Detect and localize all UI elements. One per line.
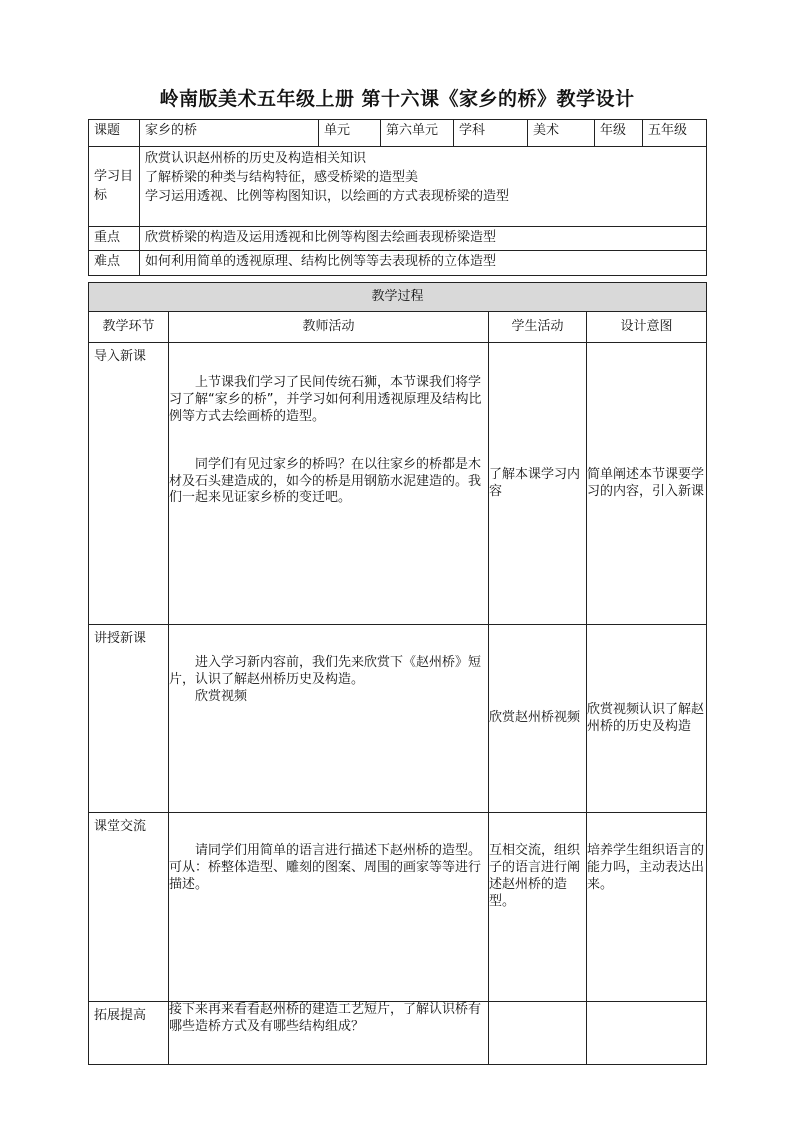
intent-cell: 简单阐述本节课要学习的内容，引入新课: [587, 343, 707, 625]
subject-value: 美术: [528, 120, 595, 147]
lesson-info-table: [88, 119, 707, 276]
stage-cell: 拓展提高: [89, 1002, 169, 1065]
student-cell: 了解本课学习内容: [489, 343, 587, 625]
goal-item: 了解桥梁的种类与结构特征，感受桥梁的造型美: [145, 169, 419, 185]
intent-cell: [587, 1002, 707, 1065]
teacher-paragraph: 欣赏视频: [195, 688, 248, 704]
document-title: 岭南版美术五年级上册 第十六课《家乡的桥》教学设计: [159, 88, 635, 110]
teacher-paragraph: 同学们有见过家乡的桥吗？在以往家乡的桥都是木材及石头建造成的，如今的桥是用钢筋水泥建造的。我们一起来见证家乡桥的变迁吧。: [169, 456, 482, 506]
topic-value: 家乡的桥: [140, 120, 319, 147]
intent-cell: 培养学生组织语言的能力吗，主动表达出来。: [587, 813, 707, 1002]
difficulty-value: 如何利用简单的透视原理、结构比例等等去表现桥的立体造型: [140, 251, 707, 276]
teacher-cell: [169, 625, 489, 813]
header-teacher: 教师活动: [169, 312, 489, 343]
teacher-paragraph: 进入学习新内容前，我们先来欣赏下《赵州桥》短片，认识了解赵州桥历史及构造。: [169, 655, 482, 687]
key-value: 欣赏桥梁的构造及运用透视和比例等构图去绘画表现桥梁造型: [140, 227, 707, 251]
grade-label: 年级: [595, 120, 643, 147]
table-row: [89, 625, 707, 813]
process-banner: 教学过程: [89, 283, 707, 312]
goal-item: 欣赏认识赵州桥的历史及构造相关知识: [145, 151, 367, 166]
goals-list: [140, 147, 707, 227]
intent-cell: 欣赏视频认识了解赵州桥的历史及构造: [587, 625, 707, 813]
teacher-paragraph: 上节课我们学习了民间传统石狮，本节课我们将学习了解“家乡的桥”，并学习如何利用透视原理及结构比例等方式去绘画桥的造型。: [169, 375, 482, 424]
grade-value: 五年级: [643, 120, 707, 147]
header-student: 学生活动: [489, 312, 587, 343]
goal-item: 学习运用透视、比例等构图知识，以绘画的方式表现桥梁的造型: [145, 188, 510, 204]
student-cell: 互相交流，组织子的语言进行阐述赵州桥的造型。: [489, 813, 587, 1002]
stage-cell: 讲授新课: [89, 625, 169, 813]
header-stage: 教学环节: [89, 312, 169, 343]
key-label: 重点: [89, 227, 140, 251]
teacher-paragraph: 接下来再来看看赵州桥的建造工艺短片，了解认识桥有哪些造桥方式及有哪些结构组成？: [169, 1002, 482, 1034]
table-row: [89, 1002, 707, 1065]
student-cell: [489, 1002, 587, 1065]
unit-label: 单元: [319, 120, 381, 147]
topic-label: 课题: [89, 120, 140, 147]
teaching-process-table: [88, 282, 707, 1065]
difficulty-label: 难点: [89, 251, 140, 276]
teacher-cell: [169, 1002, 489, 1065]
teacher-cell: [169, 343, 489, 625]
stage-cell: 导入新课: [89, 343, 169, 625]
table-row: [89, 343, 707, 625]
student-cell: 欣赏赵州桥视频: [489, 625, 587, 813]
stage-cell: 课堂交流: [89, 813, 169, 1002]
goals-label: 学习目标: [89, 147, 140, 227]
teacher-paragraph: 请同学们用简单的语言进行描述下赵州桥的造型。可从：桥整体造型、雕刻的图案、周围的画家等等进行描述。: [169, 843, 482, 892]
table-row: [89, 813, 707, 1002]
teacher-cell: [169, 813, 489, 1002]
subject-label: 学科: [454, 120, 528, 147]
unit-value: 第六单元: [381, 120, 454, 147]
header-intent: 设计意图: [587, 312, 707, 343]
